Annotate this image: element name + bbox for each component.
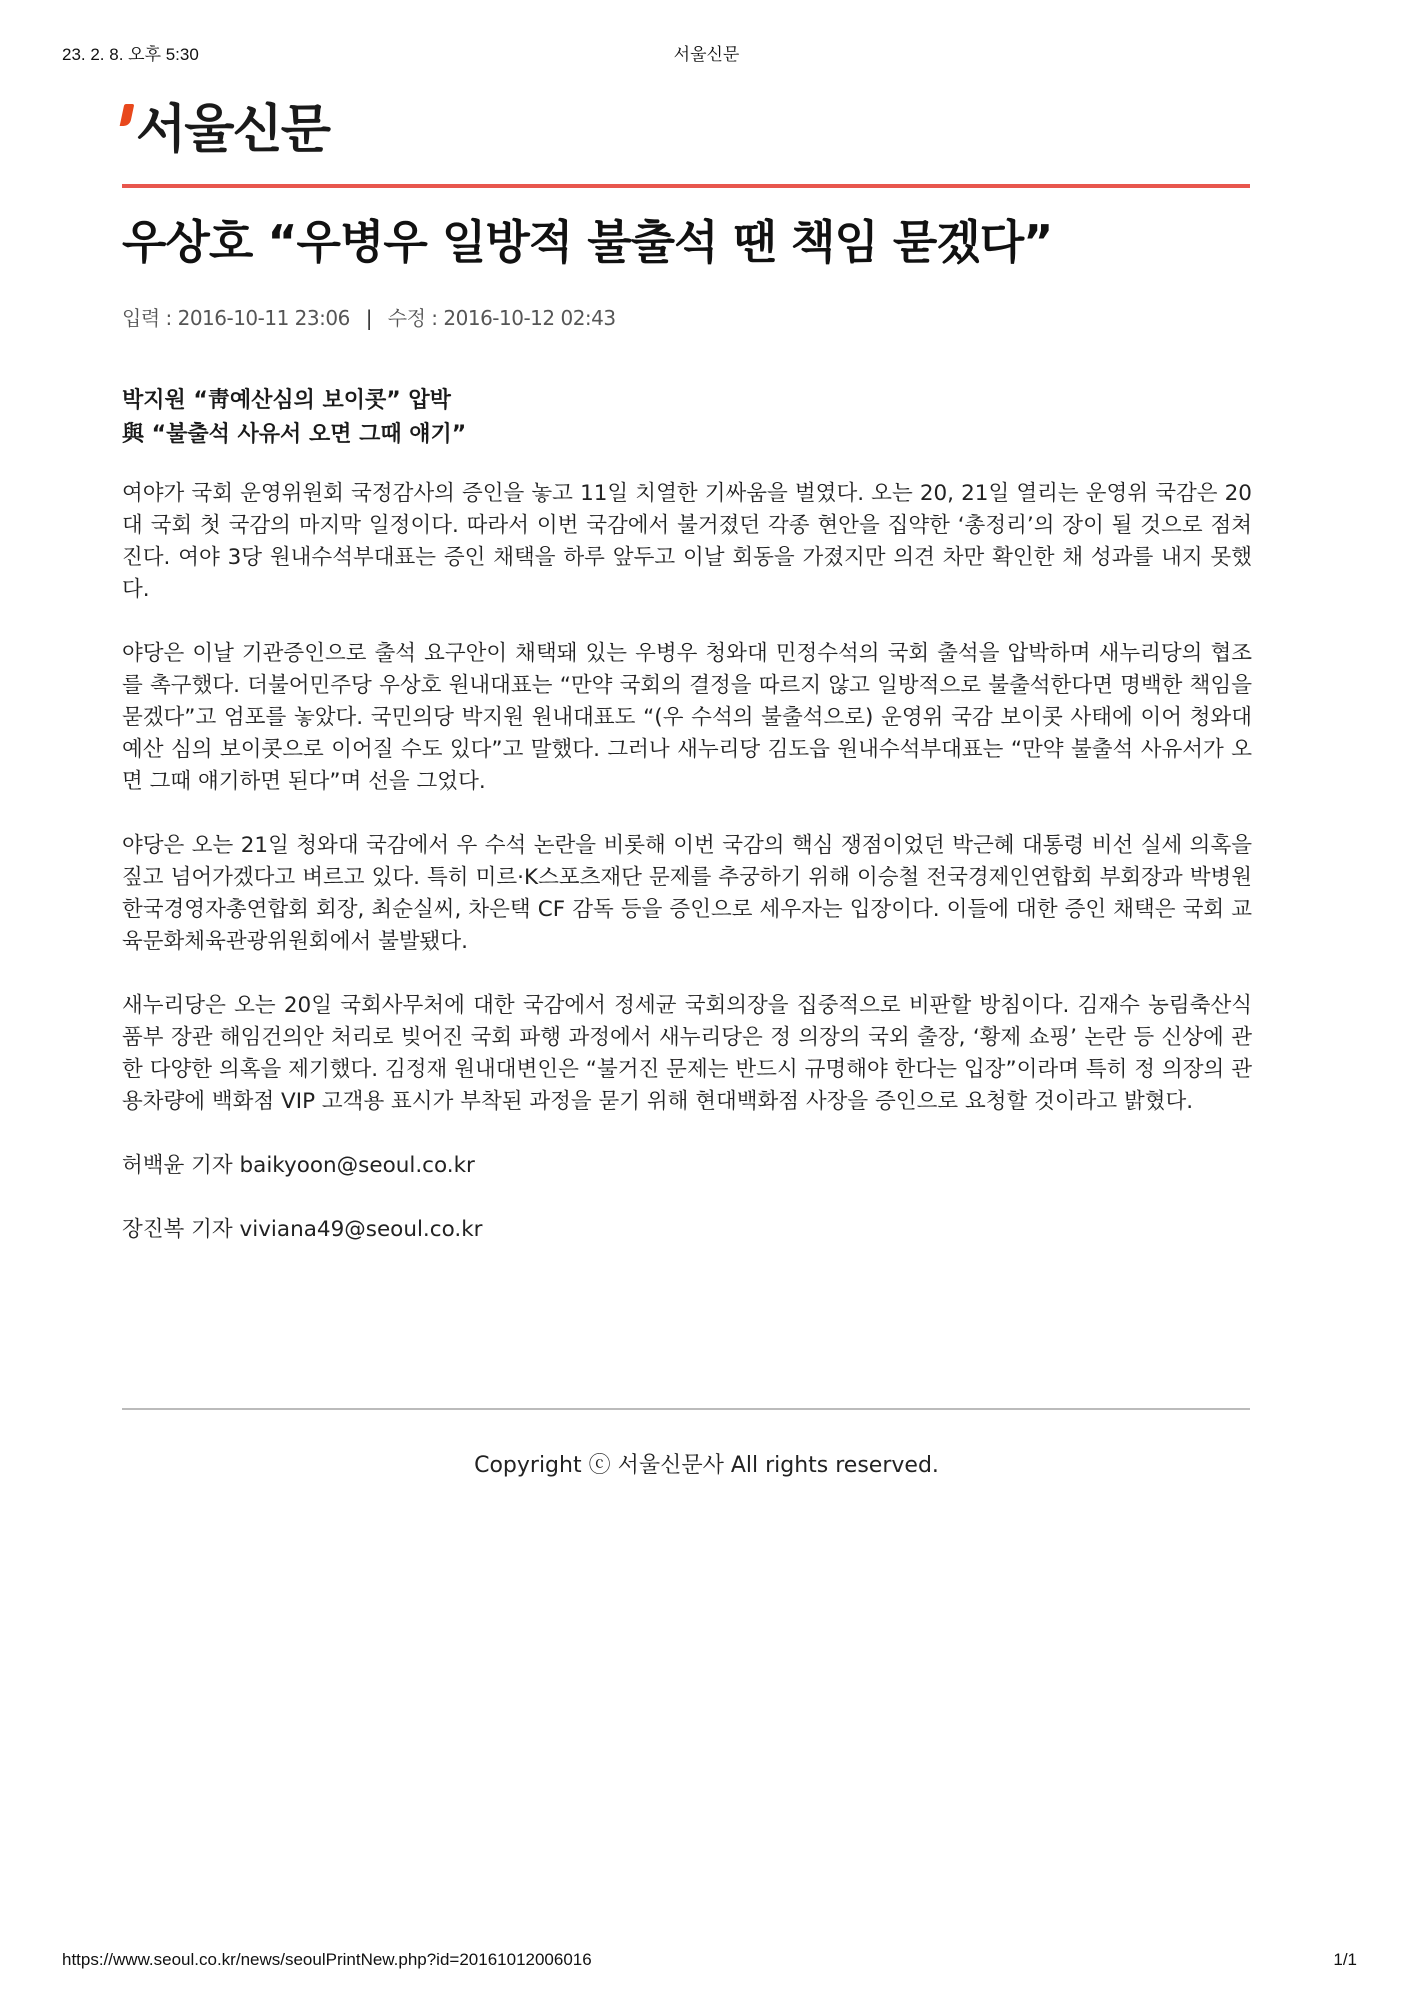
header-divider (122, 184, 1250, 188)
date-separator: | (365, 306, 372, 330)
article-subheads (122, 384, 466, 452)
logo-mark-icon (120, 104, 135, 126)
copyright-notice: Copyright ⓒ 서울신문사 All rights reserved. (474, 1453, 939, 1478)
footer-divider (122, 1408, 1250, 1410)
article-paragraph-4: 새누리당은 오는 20일 국회사무처에 대한 국감에서 정세균 국회의장을 집중적으로 비판할 방침이다. 김재수 농림축산식품부 장관 해임건의안 처리로 빚어진 국회 파행 과정에서 새누리당은 정 의장의 국외 출장, ‘황제 쇼핑’ 논란 등 신상에 관한 다양한 의혹을 제기했다. 김정재 원내대변인은 “불거진 문제는 반드시 규명해야 한다는 입장”이라며 특히 정 의장의 관용차량에 백화점 VIP 고객용 표시가 부착된 과정을 묻기 위해 현대백화점 사장을 증인으로 요청할 것이라고 밝혔다. (122, 993, 1252, 1114)
seoul-shinmun-logo[interactable] (122, 100, 329, 168)
article-paragraph-2: 야당은 이날 기관증인으로 출석 요구안이 채택돼 있는 우병우 청와대 민정수석의 국회 출석을 압박하며 새누리당의 협조를 촉구했다. 더불어민주당 우상호 원내대표는 “만약 국회의 결정을 따르지 않고 일방적으로 불출석한다면 명백한 책임을 묻겠다”고 엄포를 놓았다. 국민의당 박지원 원내대표도 “(우 수석의 불출석으로) 운영위 국감 보이콧 사태에 이어 청와대 예산 심의 보이콧으로 이어질 수도 있다”고 말했다. 그러나 새누리당 김도읍 원내수석부대표는 “만약 불출석 사유서가 오면 그때 얘기하면 된다”며 선을 그었다. (122, 641, 1252, 794)
subhead-2: 與 “불출석 사유서 오면 그때 얘기” (122, 422, 467, 447)
reporter-byline-2: 장진복 기자 viviana49@seoul.co.kr (122, 1217, 483, 1242)
print-page-number: 1/1 (1333, 1950, 1357, 1969)
logo-text: 서울신문 (136, 100, 329, 160)
article-body (122, 478, 1252, 1278)
article-headline: 우상호 “우병우 일방적 불출석 땐 책임 묻겠다” (122, 215, 1053, 269)
input-date: 입력 : 2016-10-11 23:06 (122, 306, 350, 330)
reporter-byline-1: 허백윤 기자 baikyoon@seoul.co.kr (122, 1153, 475, 1178)
print-url: https://www.seoul.co.kr/news/seoulPrintNew.php?id=20161012006016 (62, 1950, 592, 1969)
print-datetime: 23. 2. 8. 오후 5:30 (62, 45, 199, 64)
article-paragraph-3: 야당은 오는 21일 청와대 국감에서 우 수석 논란을 비롯해 이번 국감의 핵심 쟁점이었던 박근혜 대통령 비선 실세 의혹을 짚고 넘어가겠다고 벼르고 있다. 특히 미르·K스포츠재단 문제를 추궁하기 위해 이승철 전국경제인연합회 부회장과 박병원 한국경영자총연합회 회장, 최순실씨, 차은택 CF 감독 등을 증인으로 세우자는 입장이다. 이들에 대한 증인 채택은 국회 교육문화체육관광위원회에서 불발됐다. (122, 833, 1252, 954)
modified-date: 수정 : 2016-10-12 02:43 (387, 306, 616, 330)
article-paragraph-1: 여야가 국회 운영위원회 국정감사의 증인을 놓고 11일 치열한 기싸움을 벌였다. 오는 20, 21일 열리는 운영위 국감은 20대 국회 첫 국감의 마지막 일정이다. 따라서 이번 국감에서 불거졌던 각종 현안을 집약한 ‘총정리’의 장이 될 것으로 점쳐진다. 여야 3당 원내수석부대표는 증인 채택을 하루 앞두고 이날 회동을 가졌지만 의견 차만 확인한 채 성과를 내지 못했다. (122, 481, 1252, 602)
subhead-1: 박지원 “靑예산심의 보이콧” 압박 (122, 388, 451, 413)
print-page-title: 서울신문 (673, 45, 740, 65)
article-dates (122, 302, 616, 331)
